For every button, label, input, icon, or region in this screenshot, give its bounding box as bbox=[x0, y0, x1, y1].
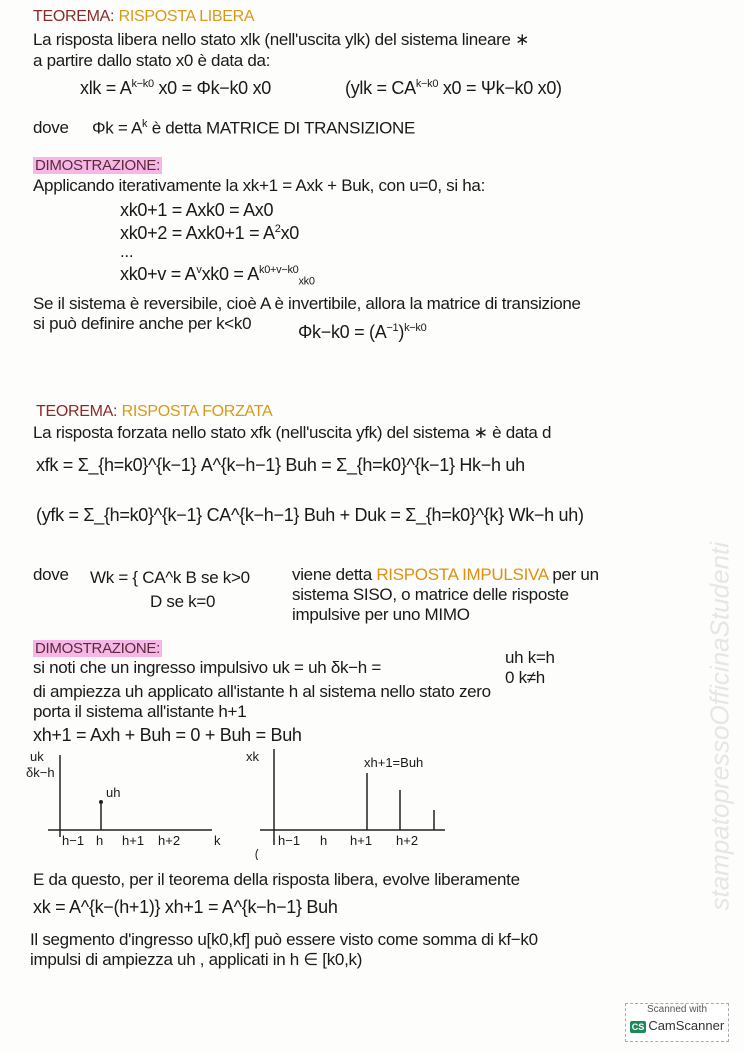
impulse-response-def-case2: D se k=0 bbox=[150, 592, 216, 611]
axis-label: δk−h bbox=[26, 765, 55, 780]
scanner-caption: Scanned with bbox=[646, 1004, 708, 1015]
text-line: Se il sistema è reversibile, cioè A è invertibile, allora la matrice di transizione bbox=[33, 294, 581, 313]
text-line: sistema SISO, o matrice delle risposte bbox=[292, 585, 569, 604]
proof-label: DIMOSTRAZIONE: bbox=[35, 640, 160, 657]
text-dove: dove bbox=[33, 118, 69, 137]
equation-step: $xk0+2 = Axk0+1 = A^2x0$ bbox=[120, 223, 299, 243]
text-line: La risposta libera nello stato xlk (nell'uscita ylk) del sistema lineare ∗ bbox=[33, 30, 530, 49]
text-line: si può definire anche per k<k0 bbox=[33, 314, 252, 333]
stem-label: xh+1=Buh bbox=[364, 755, 424, 770]
equation-free-output: ($ylk = CA^{k-k0}$ x0 = Ψk−k0 x0) bbox=[345, 78, 562, 98]
theorem-heading-free bbox=[33, 6, 254, 26]
axis-label: xk bbox=[246, 749, 259, 764]
arrow-icon bbox=[256, 849, 258, 860]
text-line: di ampiezza uh applicato all'istante h al sistema nello stato zero bbox=[33, 682, 491, 701]
tick-label: h−1 bbox=[278, 833, 301, 848]
proof-label: DIMOSTRAZIONE: bbox=[35, 157, 160, 174]
text-line: Il segmento d'ingresso u[k0,kf] può essere visto come somma di kf−k0 bbox=[30, 930, 538, 949]
text-line: impulsi di ampiezza uh , applicati in h ∈ [k0,k) bbox=[30, 950, 363, 969]
axis-label: uk bbox=[30, 749, 44, 764]
text-line: impulsive per uno MIMO bbox=[292, 605, 470, 624]
equation-impulse-state: xh+1 = Axh + Buh = 0 + Buh = Buh bbox=[33, 725, 302, 745]
theorem-heading-forced: TEOREMA: RISPOSTA FORZATA bbox=[36, 403, 273, 420]
case-1: uh k=h bbox=[505, 648, 555, 667]
tick-label: h+2 bbox=[158, 833, 181, 848]
equation-free-state: xlk = $A^{k-k0}$ x0 = Φk−k0 x0 bbox=[80, 78, 272, 98]
tick-label: h+1 bbox=[350, 833, 373, 848]
equation-forced-output: (yfk = Σ_{h=k0}^{k−1} CA^{k−h−1} Buh + Duk = Σ_{h=k0}^{k} Wk−h uh) bbox=[36, 505, 584, 525]
text-line: E da questo, per il teorema della risposta libera, evolve liberamente bbox=[33, 870, 520, 889]
equation-free-evolution: xk = A^{k−(h+1)} xh+1 = A^{k−h−1} Buh bbox=[33, 897, 338, 917]
tick-label: h+1 bbox=[122, 833, 145, 848]
impulse-diagrams bbox=[0, 745, 480, 860]
equation-step: $xk0+v = A^vxk0 = A^{k0+v-k0}_{xk0}$ bbox=[120, 264, 315, 288]
camscanner-badge bbox=[625, 1003, 729, 1042]
stem-label: uh bbox=[106, 785, 121, 800]
tick-label: h+2 bbox=[396, 833, 419, 848]
scanner-brand: CamScanner bbox=[648, 1018, 725, 1033]
theorem-label: TEOREMA: bbox=[33, 8, 115, 25]
watermark: stampatopressoOfficinaStudenti bbox=[704, 541, 735, 911]
impulse-response-def: Wk = { CA^k B se k>0 bbox=[90, 568, 250, 587]
text-line: viene detta RISPOSTA IMPULSIVA per un bbox=[292, 565, 599, 584]
dots: ... bbox=[120, 242, 134, 261]
text-line: Applicando iterativamente la xk+1 = Axk + Buk, con u=0, si ha: bbox=[33, 176, 486, 195]
equation-forced-state: xfk = Σ_{h=k0}^{k−1} A^{k−h−1} Buh = Σ_{h=k0}^{k−1} Hk−h uh bbox=[36, 455, 525, 475]
state-response-plot bbox=[246, 749, 445, 860]
stem-dot bbox=[99, 800, 103, 804]
case-2: 0 k≠h bbox=[505, 668, 545, 687]
equation-inverse: $\Phi k-k0 = (A^{-1})^{k-k0}$ bbox=[298, 322, 427, 342]
text-dove: dove bbox=[33, 565, 69, 584]
tick-label: h bbox=[96, 833, 104, 848]
theorem-title: RISPOSTA LIBERA bbox=[118, 8, 255, 25]
axis-label: k bbox=[214, 833, 221, 848]
text-line: si noti che un ingresso impulsivo uk = uh δk−h = bbox=[33, 658, 382, 677]
text-line: porta il sistema all'istante h+1 bbox=[33, 702, 247, 721]
input-impulse-plot bbox=[26, 749, 221, 848]
transition-matrix-def: $\Phi k = A^k$ è detta MATRICE DI TRANSIZIONE bbox=[92, 118, 416, 138]
text-line: La risposta forzata nello stato xfk (nell'uscita yfk) del sistema ∗ è data d bbox=[33, 423, 552, 442]
tick-label: h bbox=[320, 833, 328, 848]
equation-step: xk0+1 = Axk0 = Ax0 bbox=[120, 200, 274, 220]
text-line: a partire dallo stato x0 è data da: bbox=[33, 51, 271, 70]
camscanner-logo-icon: CS bbox=[631, 1022, 645, 1032]
tick-label: h−1 bbox=[62, 833, 85, 848]
